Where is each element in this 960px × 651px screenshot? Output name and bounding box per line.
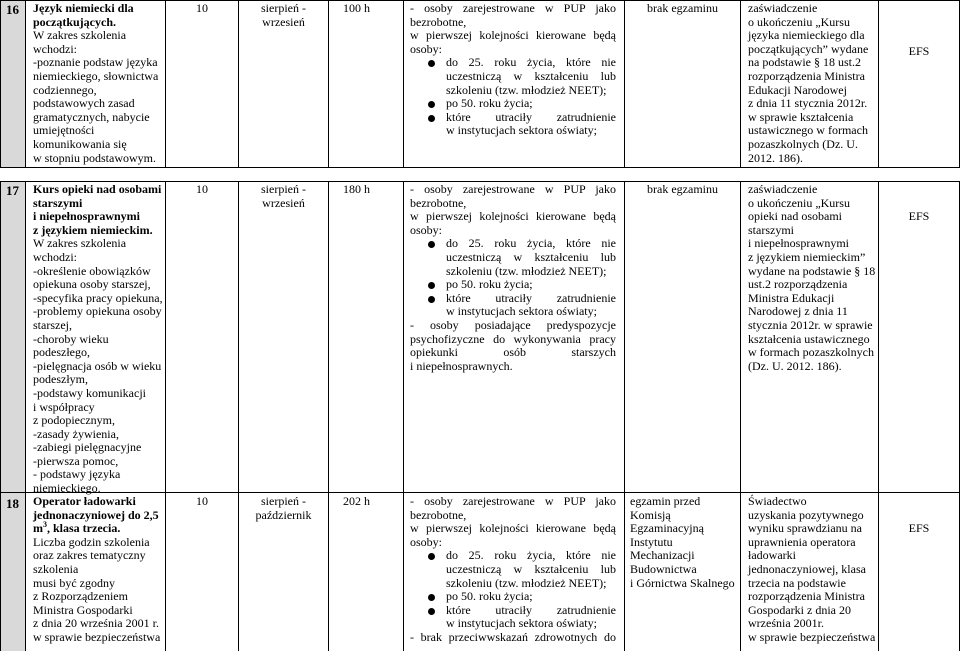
row-number-column bbox=[0, 181, 25, 651]
certificate-info: zaświadczenie o ukończeniu „Kursu opieki nad osobami starszymi i niepełnosprawnymi z językiem niemieckim” wydane na podstawie § 18 ust.2 rozporządzenia Ministra Edukacji Narodowej z dnia 11 stycznia 2012r. w sprawie kształcenia ustawicznego w formach pozaszkolnych (Dz. U. 2012. 186). bbox=[748, 182, 876, 373]
target-group: - osoby zarejestrowane w PUP jako bezrobotne, w pierwszej kolejności kierowane będą osoby: do 25. roku życia, które nie uczestniczą w kształceniu lub szkoleniu (tzw. młodzież NEET); po 50. roku życia; które utraciły zatrudnienie w instytucjach sektora oświaty; - osoby posiadające predyspozycje psychofizyczne do wykonywania pracy opiekunki osób starszych i niepełnosprawnych. bbox=[410, 182, 616, 373]
target-group: - osoby zarejestrowane w PUP jako bezrobotne, w pierwszej kolejności kierowane będą osoby: do 25. roku życia, które nie uczestniczą w kształceniu lub szkoleniu (tzw. młodzież NEET); po 50. roku życia; które utraciły zatrudnienie w instytucjach sektora oświaty; - brak przeciwwskazań zdrowotnych do bbox=[410, 494, 616, 644]
row-number: 17 bbox=[6, 183, 19, 198]
row-number-cell bbox=[0, 0, 25, 167]
course-period: sierpień - październik bbox=[255, 494, 312, 522]
course-description: Język niemiecki dla początkujących. W zakres szkolenia wchodzi: -poznanie podstaw języka niemieckiego, słownictwa codziennego, podstawowych zasad gramatycznych, nabycie umiejętności komunikowania się w stopniu podstawowym. bbox=[33, 1, 159, 165]
course-hours: 202 h bbox=[343, 494, 370, 508]
row-number: 16 bbox=[6, 2, 19, 17]
exam-info: brak egzaminu bbox=[647, 1, 718, 15]
participant-count: 10 bbox=[196, 182, 208, 196]
exam-info: egzamin przed Komisją Egzaminacyjną Instytutu Mechanizacji Budownictwa i Górnictwa Skalnego bbox=[630, 494, 735, 590]
certificate-info: Świadectwo uzyskania pozytywnego wyniku sprawdzianu na uprawnienia operatora ładowarki jednonaczyniowej, klasa trzecia na podstawie rozporządzenia Ministra Gospodarki z dnia 20 września 2001r. w sprawie bezpieczeństwa bbox=[748, 494, 876, 644]
participant-count: 10 bbox=[196, 1, 208, 15]
certificate-info: zaświadczenie o ukończeniu „Kursu języka niemieckiego dla początkujących” wydane na podstawie § 18 ust.2 rozporządzenia Ministra Edukacji Narodowej z dnia 11 stycznia 2012r. w sprawie kształcenia ustawicznego w formach pozaszkolnych (Dz. U. 2012. 186). bbox=[748, 1, 869, 165]
target-group: - osoby zarejestrowane w PUP jako bezrobotne, w pierwszej kolejności kierowane będą osoby: do 25. roku życia, które nie uczestniczą w kształceniu lub szkoleniu (tzw. młodzież NEET); po 50. roku życia; które utraciły zatrudnienie w instytucjach sektora oświaty; bbox=[410, 1, 616, 138]
exam-info: brak egzaminu bbox=[647, 182, 718, 196]
course-description: Kurs opieki nad osobami starszymi i niepełnosprawnymi z językiem niemieckim. W zakres szkolenia wchodzi: -określenie obowiązków opiekuna osoby starszej, -specyfika pracy opiekuna, -problemy opiekuna osoby starszej, -choroby wieku podeszłego, -pielęgnacja osób w wieku podeszłym, -podstawy komunikacji i współpracy z podopiecznym, -zasady żywienia, -zabiegi pielęgnacyjne -pierwsza pomoc, - podstawy języka niemieckiego. bbox=[33, 182, 163, 496]
funding-source: EFS bbox=[908, 209, 930, 223]
course-hours: 180 h bbox=[343, 182, 370, 196]
row-number: 18 bbox=[6, 496, 19, 511]
course-period: sierpień - wrzesień bbox=[261, 1, 306, 29]
funding-source: EFS bbox=[908, 521, 930, 535]
participant-count: 10 bbox=[196, 494, 208, 508]
course-period: sierpień - wrzesień bbox=[261, 182, 306, 210]
course-description: Operator ładowarki jednonaczyniowej do 2,5 $m^3$, klasa trzecia. Liczba godzin szkolenia oraz zakres tematyczny szkolenia musi być zgodny z Rozporządzeniem Ministra Gospodarki z dnia 20 września 2001 r. w sprawie bezpieczeństwa bbox=[33, 494, 161, 644]
funding-source: EFS bbox=[908, 44, 930, 58]
course-hours: 100 h bbox=[343, 1, 370, 15]
